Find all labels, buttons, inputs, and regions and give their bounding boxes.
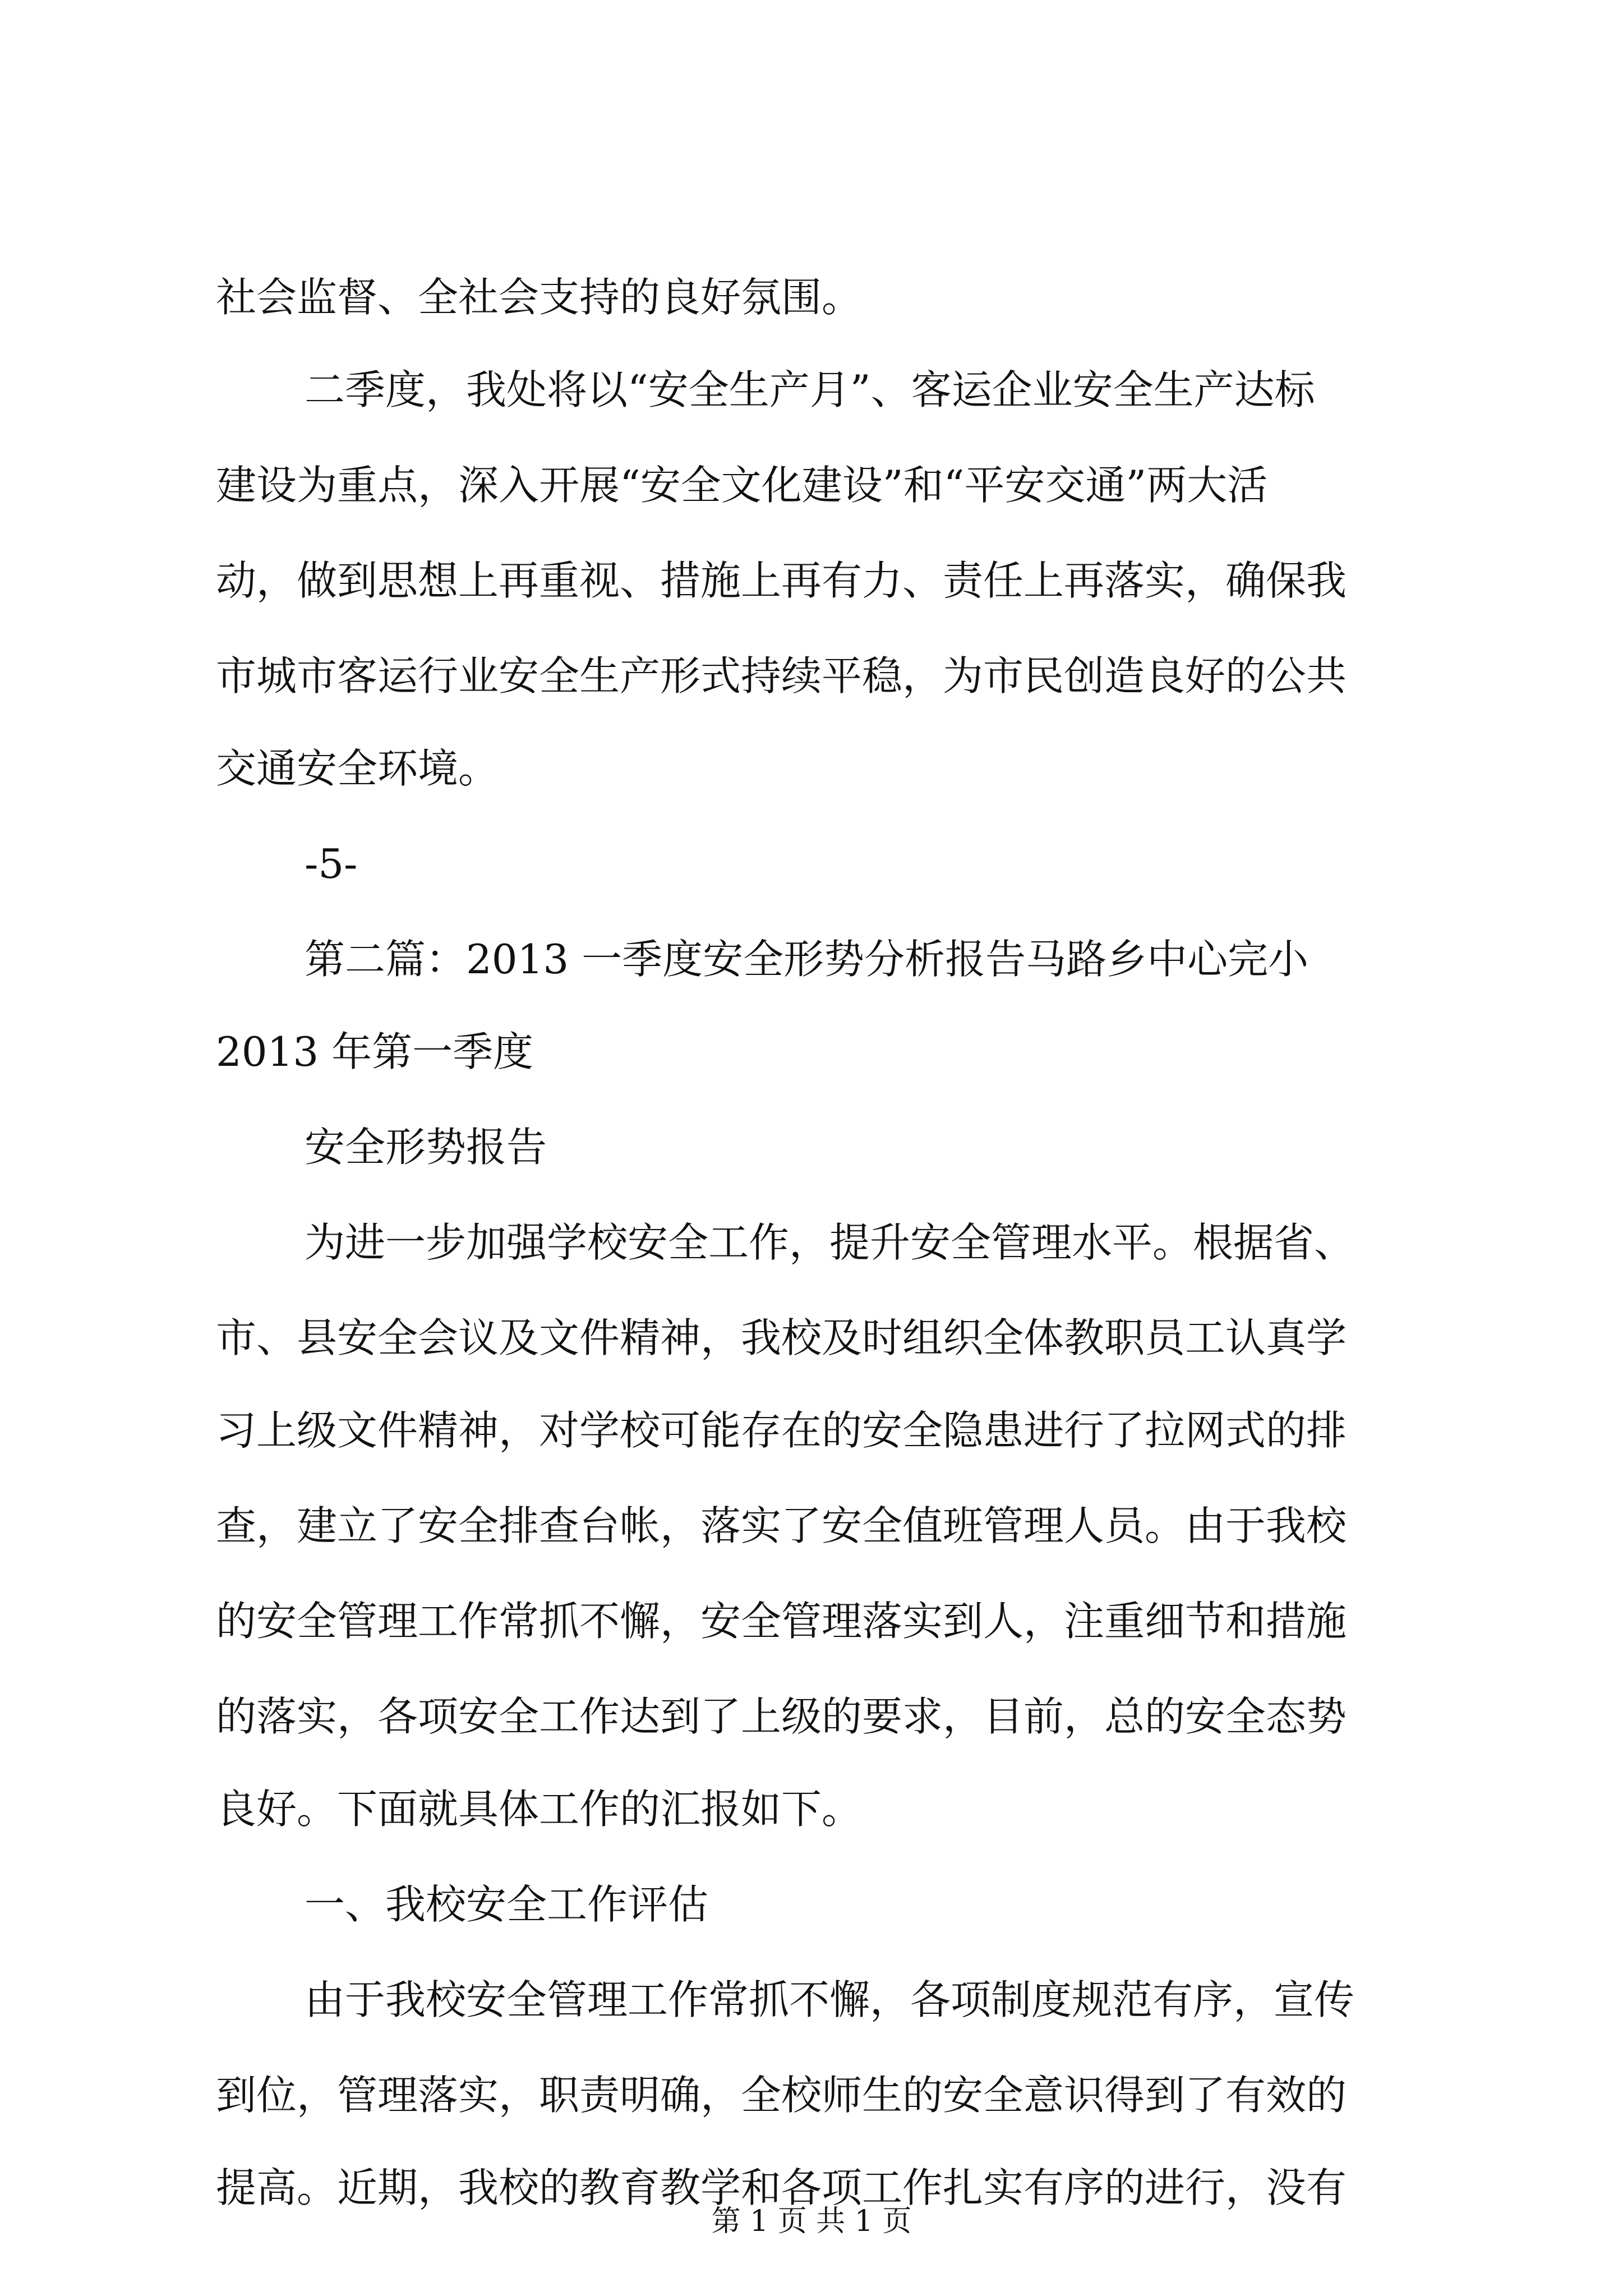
paragraph-line: 提高。近期，我校的教育教学和各项工作扎实有序的进行，没有 (216, 2164, 1347, 2211)
paragraph-line: 良好。下面就具体工作的汇报如下。 (216, 1786, 863, 1833)
paragraph-line: 查，建立了安全排查台帐，落实了安全值班管理人员。由于我校 (216, 1502, 1347, 1549)
paragraph-line: 建设为重点，深入开展“安全文化建设”和“平安交通”两大活 (216, 462, 1268, 509)
section-heading: 第二篇：2013 一季度安全形势分析报告马路乡中心完小 (305, 936, 1309, 983)
paragraph-line: 由于我校安全管理工作常抓不懈，各项制度规范有序，宣传 (305, 1976, 1355, 2023)
paragraph-line: 二季度，我处将以“安全生产月”、客运企业安全生产达标 (305, 366, 1315, 413)
paragraph-line: 市城市客运行业安全生产形式持续平稳，为市民创造良好的公共 (216, 652, 1347, 700)
page-number-marker: -5- (305, 840, 358, 887)
paragraph-line: 市、县安全会议及文件精神，我校及时组织全体教职员工认真学 (216, 1314, 1347, 1361)
page-footer: 第 1 页 共 1 页 (711, 2205, 912, 2238)
paragraph-line: 动，做到思想上再重视、措施上再有力、责任上再落实，确保我 (216, 557, 1347, 604)
paragraph-line: 的落实，各项安全工作达到了上级的要求，目前，总的安全态势 (216, 1693, 1347, 1740)
paragraph-line: 习上级文件精神，对学校可能存在的安全隐患进行了拉网式的排 (216, 1407, 1347, 1454)
section-heading: 2013 年第一季度 (216, 1028, 534, 1075)
paragraph-line: 为进一步加强学校安全工作，提升安全管理水平。根据省、 (305, 1219, 1355, 1266)
paragraph-line: 社会监督、全社会支持的良好氛围。 (216, 274, 863, 321)
paragraph-line: 交通安全环境。 (216, 745, 499, 792)
paragraph-line: 的安全管理工作常抓不懈，安全管理落实到人，注重细节和措施 (216, 1598, 1347, 1645)
paragraph-line: 到位，管理落实，职责明确，全校师生的安全意识得到了有效的 (216, 2072, 1347, 2119)
document-title: 安全形势报告 (305, 1124, 547, 1171)
section-heading: 一、我校安全工作评估 (305, 1881, 709, 1928)
